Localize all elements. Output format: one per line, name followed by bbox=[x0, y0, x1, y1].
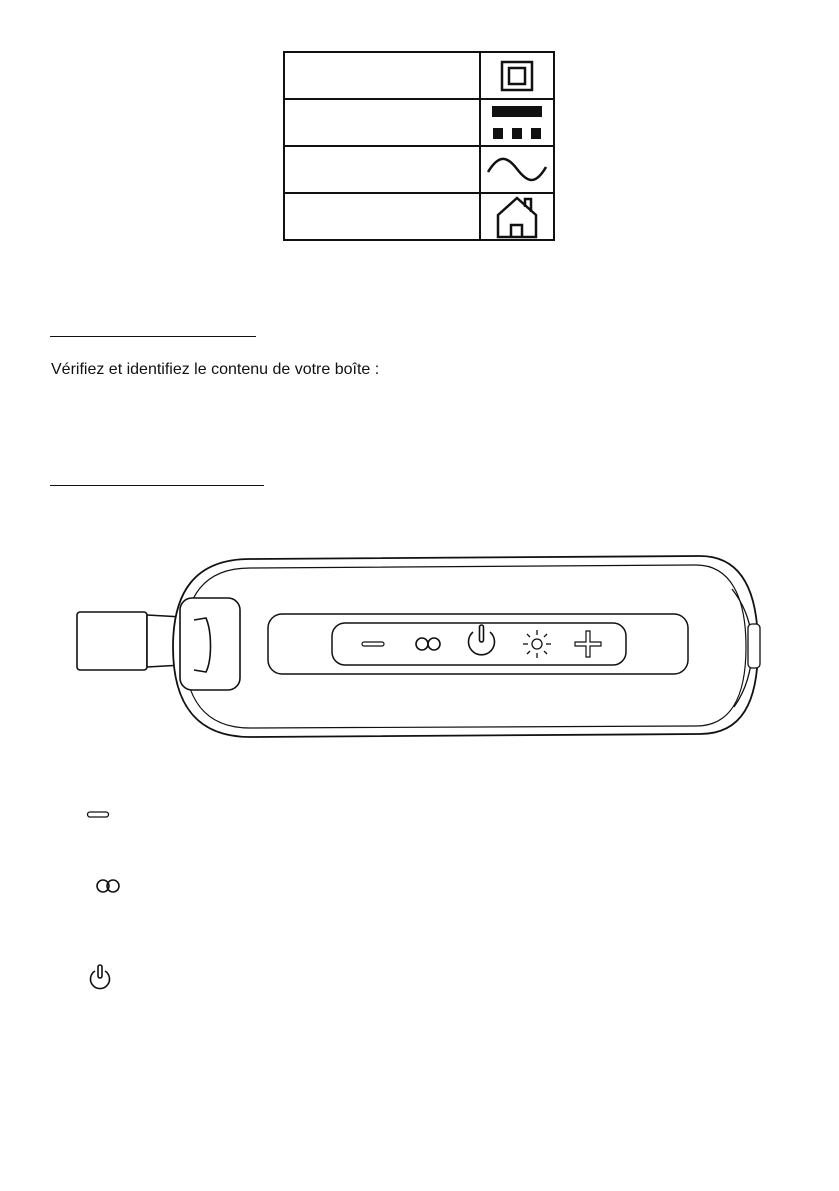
intro-text: Vérifiez et identifiez le contenu de votre boîte : bbox=[51, 361, 380, 378]
legend-power-icon bbox=[88, 963, 112, 991]
spec-icon-cell bbox=[480, 52, 554, 99]
spec-symbol-table bbox=[283, 51, 555, 241]
legend-infinity-icon bbox=[95, 877, 121, 895]
indoor-use-icon bbox=[494, 195, 540, 239]
device-minus-button[interactable] bbox=[362, 642, 384, 646]
spec-icon-cell bbox=[480, 146, 554, 193]
dc-current-icon bbox=[489, 103, 545, 143]
section-rule-1 bbox=[50, 336, 256, 337]
spec-row-ac-current bbox=[284, 146, 554, 193]
spec-row-indoor-use bbox=[284, 193, 554, 240]
section-rule-2 bbox=[50, 485, 264, 486]
spec-icon-cell bbox=[480, 193, 554, 240]
spec-icon-cell bbox=[480, 99, 554, 146]
spec-row-dc-current bbox=[284, 99, 554, 146]
spec-row-double-insulation bbox=[284, 52, 554, 99]
spec-text-cell bbox=[284, 99, 480, 146]
device-illustration bbox=[70, 552, 770, 752]
spec-text-cell bbox=[284, 146, 480, 193]
double-insulation-icon bbox=[499, 59, 535, 93]
spec-text-cell bbox=[284, 193, 480, 240]
legend-minus-icon bbox=[86, 810, 110, 820]
ac-current-icon bbox=[485, 155, 549, 185]
minus-icon bbox=[362, 642, 384, 646]
spec-text-cell bbox=[284, 52, 480, 99]
